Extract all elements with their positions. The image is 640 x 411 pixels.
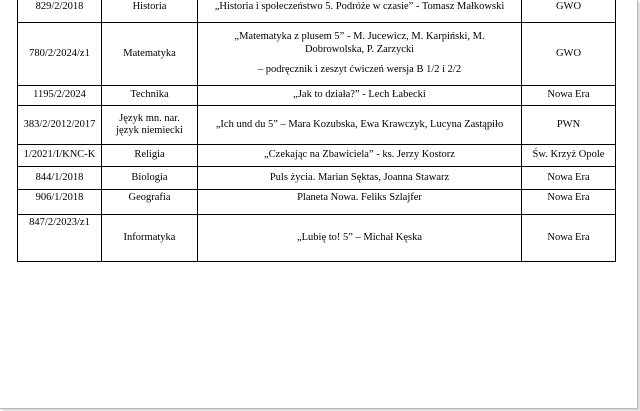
approval-number-cell: 383/2/2012/2017	[18, 106, 102, 145]
title-cell: „Czekając na Zbawiciela” - ks. Jerzy Kostorz	[198, 145, 522, 167]
title-note: – podręcznik i zeszyt ćwiczeń wersja B 1/2 i 2/2	[257, 64, 462, 76]
publisher-cell: Nowa Era	[522, 215, 616, 262]
approval-number-cell: 847/2/2023/z1	[18, 215, 102, 262]
subject-cell	[102, 106, 198, 145]
subject-cell: Historia	[102, 0, 198, 23]
subject-line: Język mn. nar.	[119, 112, 180, 124]
title-cell: „Lubię to! 5” – Michał Kęska	[198, 215, 522, 262]
approval-number-cell: 780/2/2024/z1	[18, 23, 102, 86]
textbook-table	[17, 0, 616, 262]
publisher-cell: GWO	[522, 0, 616, 23]
publisher-cell: PWN	[522, 106, 616, 145]
table-row	[18, 86, 616, 106]
subject-cell: Geografia	[102, 190, 198, 215]
approval-number-cell: 906/1/2018	[18, 190, 102, 215]
publisher-cell: Św. Krzyż Opole	[522, 145, 616, 167]
subject-line: język niemiecki	[116, 125, 183, 136]
title-cell	[198, 23, 522, 86]
subject-cell: Informatyka	[102, 215, 198, 262]
title-cell: „Ich und du 5” – Mara Kozubska, Ewa Krawczyk, Lucyna Zastąpiło	[198, 106, 522, 145]
approval-number-cell: 1/2021/I/KNC-K	[18, 145, 102, 167]
title-cell: „Jak to działa?” - Lech Łabecki	[198, 86, 522, 106]
subject-cell: Technika	[102, 86, 198, 106]
table-row	[18, 215, 616, 262]
title-cell: „Historia i społeczeństwo 5. Podróże w czasie” - Tomasz Małkowski	[198, 0, 522, 23]
title-line: „Matematyka z plusem 5” - M. Jucewicz, M. Karpiński, M.	[234, 31, 485, 43]
publisher-cell: Nowa Era	[522, 190, 616, 215]
table-row	[18, 167, 616, 190]
publisher-cell: Nowa Era	[522, 86, 616, 106]
subject-cell: Biologia	[102, 167, 198, 190]
table-row	[18, 145, 616, 167]
table-row	[18, 0, 616, 23]
approval-number-cell: 844/1/2018	[18, 167, 102, 190]
publisher-cell: GWO	[522, 23, 616, 86]
approval-number-cell: 1195/2/2024	[18, 86, 102, 106]
subject-cell: Matematyka	[102, 23, 198, 86]
approval-number-cell: 829/2/2018	[18, 0, 102, 23]
title-cell: Planeta Nowa. Feliks Szlajfer	[198, 190, 522, 215]
table-row	[18, 23, 616, 86]
table-row	[18, 190, 616, 215]
table-row	[18, 106, 616, 145]
publisher-cell: Nowa Era	[522, 167, 616, 190]
subject-cell: Religia	[102, 145, 198, 167]
title-cell: Puls życia. Marian Sęktas, Joanna Stawarz	[198, 167, 522, 190]
title-line: Dobrowolska, P. Zarzycki	[304, 43, 415, 55]
